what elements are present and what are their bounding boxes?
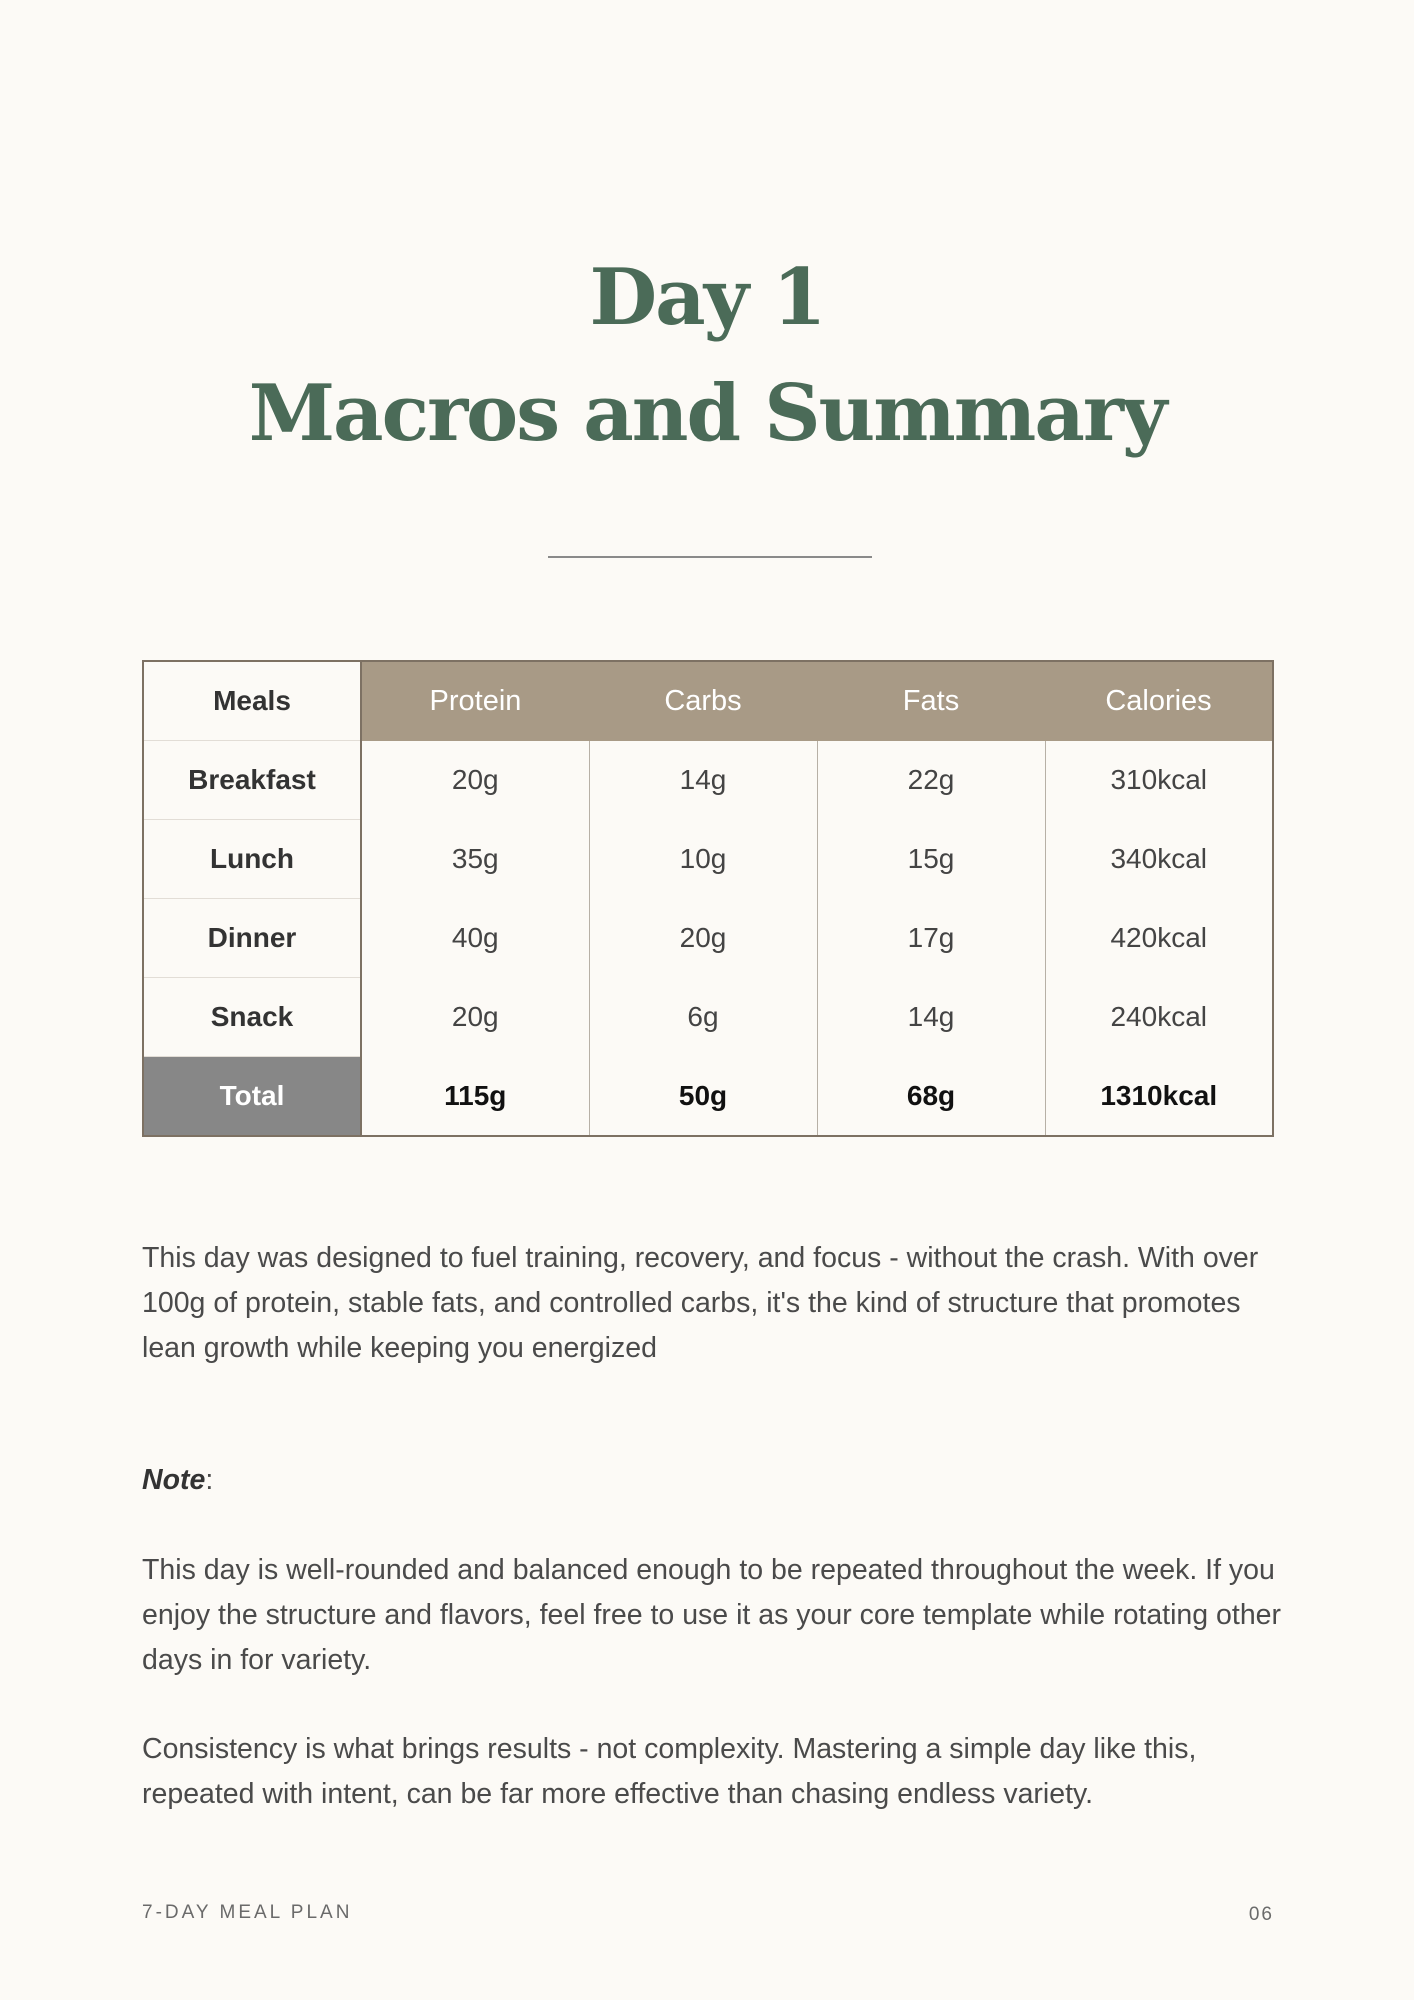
page-title [0, 240, 1414, 472]
note-label: Note [142, 1464, 206, 1496]
total-row [143, 1057, 1273, 1137]
note-colon: : [205, 1464, 214, 1496]
meal-name-cell: Lunch [143, 820, 361, 899]
title-line-day: Day 1 [589, 252, 825, 343]
total-fats-cell: 68g [817, 1057, 1045, 1137]
header-protein: Protein [361, 661, 589, 741]
fats-cell: 22g [817, 741, 1045, 820]
header-carbs: Carbs [589, 661, 817, 741]
table-row [143, 978, 1273, 1057]
calories-cell: 310kcal [1045, 741, 1273, 820]
title-line-summary: Macros and Summary [248, 368, 1166, 459]
protein-cell: 35g [361, 820, 589, 899]
table-row [143, 820, 1273, 899]
table-header-row [143, 661, 1273, 741]
note-paragraph: This day is well-rounded and balanced enough to be repeated throughout the week. If you enjoy the structure and flavors, feel free to use it as your core template while rotating other days in for variety. [142, 1554, 1282, 1676]
header-fats: Fats [817, 661, 1045, 741]
consistency-paragraph: Consistency is what brings results - not complexity. Mastering a simple day like this, repeated with intent, can be far more effective than chasing endless variety. [142, 1733, 1197, 1810]
total-carbs-cell: 50g [589, 1057, 817, 1137]
meal-name-cell: Breakfast [143, 741, 361, 820]
header-calories: Calories [1045, 661, 1273, 741]
macros-table [142, 660, 1274, 1137]
meal-name-cell: Dinner [143, 899, 361, 978]
page-number: 06 [1248, 1904, 1274, 1925]
fats-cell: 14g [817, 978, 1045, 1057]
meal-name-cell: Snack [143, 978, 361, 1057]
protein-cell: 20g [361, 978, 589, 1057]
total-calories-cell: 1310kcal [1045, 1057, 1273, 1137]
protein-cell: 20g [361, 741, 589, 820]
footer-title: 7-DAY MEAL PLAN [142, 1902, 353, 1923]
carbs-cell: 10g [589, 820, 817, 899]
calories-cell: 420kcal [1045, 899, 1273, 978]
total-label-cell: Total [143, 1057, 361, 1137]
carbs-cell: 6g [589, 978, 817, 1057]
total-protein-cell: 115g [361, 1057, 589, 1137]
protein-cell: 40g [361, 899, 589, 978]
calories-cell: 340kcal [1045, 820, 1273, 899]
title-divider [548, 556, 872, 558]
fats-cell: 15g [817, 820, 1045, 899]
note-heading [142, 1458, 1282, 1503]
carbs-cell: 20g [589, 899, 817, 978]
table-row [143, 899, 1273, 978]
carbs-cell: 14g [589, 741, 817, 820]
table-row [143, 741, 1273, 820]
header-meals: Meals [143, 661, 361, 741]
calories-cell: 240kcal [1045, 978, 1273, 1057]
summary-paragraph: This day was designed to fuel training, recovery, and focus - without the crash. With over 100g of protein, stable fats, and controlled carbs, it's the kind of structure that promotes lean growth while keeping you energized [142, 1242, 1259, 1364]
fats-cell: 17g [817, 899, 1045, 978]
